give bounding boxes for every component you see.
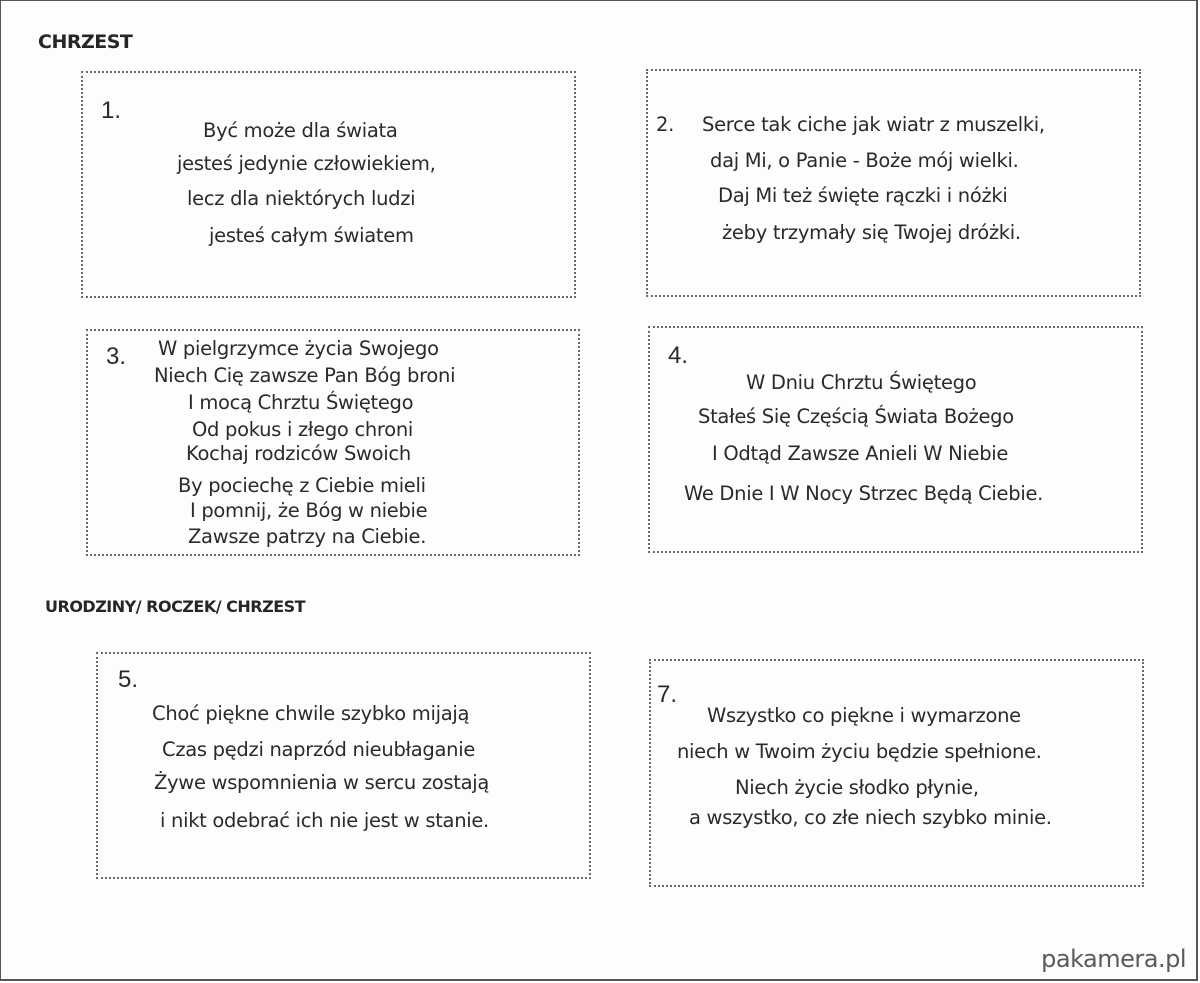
section-title-urodziny: URODZINY/ ROCZEK/ CHRZEST — [45, 597, 306, 616]
verse-line: a wszystko, co złe niech szybko minie. — [689, 806, 1052, 829]
verse-card-3 — [86, 329, 580, 556]
verse-line: Stałeś Się Częścią Świata Bożego — [698, 405, 1014, 428]
verse-number: 5. — [118, 666, 139, 693]
verse-line: Serce tak ciche jak wiatr z muszelki, — [702, 113, 1045, 136]
verse-line: Być może dla świata — [203, 119, 398, 142]
verse-line: Niech życie słodko płynie, — [735, 776, 979, 799]
verse-card-5 — [96, 652, 591, 879]
verse-line: żeby trzymały się Twojej dróżki. — [722, 221, 1021, 244]
verse-number: 3. — [106, 343, 127, 370]
verse-line: Od pokus i złego chroni — [192, 418, 414, 441]
verse-line: Niech Cię zawsze Pan Bóg broni — [154, 364, 456, 387]
verse-number: 7. — [657, 681, 678, 708]
verse-card-1 — [81, 71, 576, 298]
verse-line: Daj Mi też święte rączki i nóżki — [718, 184, 1008, 207]
verse-line: W Dniu Chrztu Świętego — [746, 371, 977, 394]
verse-card-4 — [648, 326, 1143, 553]
verse-line: I pomnij, że Bóg w niebie — [190, 499, 428, 522]
verse-line: By pociechę z Ciebie mieli — [178, 474, 426, 497]
verse-line: Wszystko co piękne i wymarzone — [707, 704, 1021, 727]
verse-line: Żywe wspomnienia w sercu zostają — [154, 771, 490, 794]
verse-line: lecz dla niektórych ludzi — [187, 187, 416, 210]
verse-card-7 — [649, 659, 1144, 887]
verse-number: 4. — [668, 342, 689, 369]
verse-line: I mocą Chrztu Świętego — [188, 391, 414, 414]
verse-line: W pielgrzymce życia Swojego — [158, 337, 439, 360]
verse-number: 2. — [656, 113, 675, 136]
verse-number: 1. — [101, 97, 122, 124]
verse-line: jesteś całym światem — [209, 224, 414, 247]
verse-line: niech w Twoim życiu będzie spełnione. — [677, 740, 1042, 763]
pakamera-logo: pakamera.pl — [1041, 945, 1186, 973]
verse-line: I Odtąd Zawsze Anieli W Niebie — [712, 442, 1009, 465]
verse-line: i nikt odebrać ich nie jest w stanie. — [160, 809, 489, 832]
verse-line: Kochaj rodziców Swoich — [186, 442, 411, 465]
verse-line: We Dnie I W Nocy Strzec Będą Ciebie. — [684, 482, 1044, 505]
verse-card-2 — [646, 69, 1141, 297]
section-title-chrzest: CHRZEST — [38, 31, 133, 53]
verse-line: Zawsze patrzy na Ciebie. — [188, 525, 427, 548]
verse-line: daj Mi, o Panie - Boże mój wielki. — [710, 149, 1019, 172]
verse-line: Czas pędzi naprzód nieubłaganie — [162, 738, 476, 761]
verse-line: Choć piękne chwile szybko mijają — [152, 702, 470, 725]
verse-line: jesteś jedynie człowiekiem, — [177, 152, 436, 175]
